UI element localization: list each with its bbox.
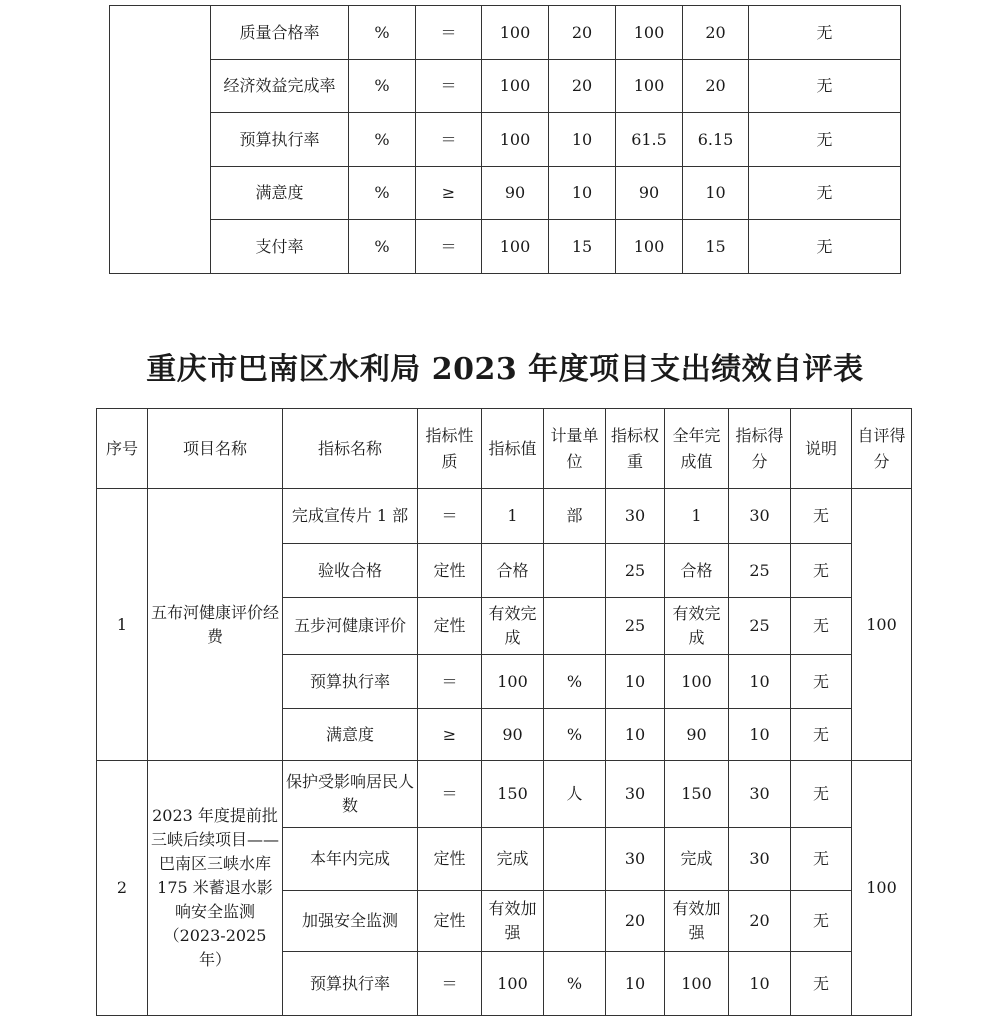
indicator-value: 1 xyxy=(482,489,544,544)
note-cell: 无 xyxy=(791,655,852,709)
target-value-cell: 100 xyxy=(482,6,549,60)
actual-value-cell: 100 xyxy=(616,220,683,274)
indicator-name: 支付率 xyxy=(211,220,349,274)
note-cell: 无 xyxy=(749,60,901,113)
indicator-nature: 定性 xyxy=(418,891,482,952)
table-row xyxy=(97,489,912,544)
indicator-name: 五步河健康评价 xyxy=(283,598,418,655)
indicator-name: 验收合格 xyxy=(283,544,418,598)
operator-cell: ≥ xyxy=(416,167,482,220)
header-cell: 自评得分 xyxy=(852,409,912,489)
unit-cell xyxy=(544,544,606,598)
score-cell: 30 xyxy=(729,828,791,891)
indicator-value: 100 xyxy=(482,952,544,1016)
page-title: 重庆市巴南区水利局 2023 年度项目支出绩效自评表 xyxy=(146,352,864,387)
indicator-name: 预算执行率 xyxy=(283,655,418,709)
actual-value-cell: 100 xyxy=(665,952,729,1016)
unit-cell xyxy=(544,828,606,891)
weight-cell: 30 xyxy=(606,489,665,544)
actual-value-cell: 1 xyxy=(665,489,729,544)
note-cell: 无 xyxy=(749,113,901,167)
weight-cell: 10 xyxy=(606,655,665,709)
indicator-value: 有效加强 xyxy=(482,891,544,952)
actual-value-cell: 有效完成 xyxy=(665,598,729,655)
indicator-nature: 定性 xyxy=(418,598,482,655)
unit-cell: % xyxy=(544,952,606,1016)
indicator-nature: 定性 xyxy=(418,828,482,891)
actual-value-cell: 150 xyxy=(665,761,729,828)
score-cell: 20 xyxy=(683,6,749,60)
weight-cell: 20 xyxy=(549,6,616,60)
merged-blank-cell xyxy=(110,6,211,274)
target-value-cell: 100 xyxy=(482,60,549,113)
actual-value-cell: 有效加强 xyxy=(665,891,729,952)
score-cell: 30 xyxy=(729,761,791,828)
indicator-nature: ＝ xyxy=(418,655,482,709)
note-cell: 无 xyxy=(791,952,852,1016)
indicator-name: 质量合格率 xyxy=(211,6,349,60)
indicator-name: 本年内完成 xyxy=(283,828,418,891)
unit-cell: 部 xyxy=(544,489,606,544)
table-row xyxy=(110,113,901,167)
actual-value-cell: 100 xyxy=(665,655,729,709)
indicator-value: 合格 xyxy=(482,544,544,598)
weight-cell: 10 xyxy=(549,167,616,220)
table-row xyxy=(110,60,901,113)
unit-cell: % xyxy=(544,655,606,709)
table-header-row xyxy=(97,409,912,489)
note-cell: 无 xyxy=(791,489,852,544)
score-cell: 15 xyxy=(683,220,749,274)
operator-cell: ＝ xyxy=(416,60,482,113)
indicator-name: 加强安全监测 xyxy=(283,891,418,952)
weight-cell: 15 xyxy=(549,220,616,274)
header-cell: 指标权重 xyxy=(606,409,665,489)
indicator-name: 满意度 xyxy=(211,167,349,220)
score-cell: 20 xyxy=(729,891,791,952)
weight-cell: 20 xyxy=(549,60,616,113)
indicator-value: 90 xyxy=(482,709,544,761)
self-score: 100 xyxy=(852,761,912,1016)
table-row xyxy=(97,761,912,828)
indicator-value: 有效完成 xyxy=(482,598,544,655)
indicator-value: 100 xyxy=(482,655,544,709)
header-cell: 指标得分 xyxy=(729,409,791,489)
actual-value-cell: 100 xyxy=(616,6,683,60)
score-cell: 6.15 xyxy=(683,113,749,167)
indicator-name: 预算执行率 xyxy=(283,952,418,1016)
unit-cell: % xyxy=(349,220,416,274)
score-cell: 30 xyxy=(729,489,791,544)
actual-value-cell: 100 xyxy=(616,60,683,113)
performance-table xyxy=(96,408,912,1016)
header-cell: 指标性质 xyxy=(418,409,482,489)
project-number: 2 xyxy=(97,761,148,1016)
project-name: 2023 年度提前批三峡后续项目——巴南区三峡水库 175 米蓄退水影响安全监测（2023-2025 年） xyxy=(148,761,283,1016)
unit-cell: % xyxy=(349,167,416,220)
indicator-nature: ＝ xyxy=(418,489,482,544)
project-number: 1 xyxy=(97,489,148,761)
score-cell: 25 xyxy=(729,598,791,655)
unit-cell: % xyxy=(544,709,606,761)
weight-cell: 30 xyxy=(606,761,665,828)
project-name: 五布河健康评价经费 xyxy=(148,489,283,761)
operator-cell: ＝ xyxy=(416,6,482,60)
note-cell: 无 xyxy=(791,544,852,598)
indicator-name: 保护受影响居民人数 xyxy=(283,761,418,828)
header-cell: 序号 xyxy=(97,409,148,489)
weight-cell: 10 xyxy=(549,113,616,167)
indicator-nature: 定性 xyxy=(418,544,482,598)
unit-cell: % xyxy=(349,113,416,167)
indicator-name: 经济效益完成率 xyxy=(211,60,349,113)
score-cell: 25 xyxy=(729,544,791,598)
note-cell: 无 xyxy=(791,709,852,761)
table-row xyxy=(110,6,901,60)
header-cell: 说明 xyxy=(791,409,852,489)
actual-value-cell: 完成 xyxy=(665,828,729,891)
indicator-nature: ≥ xyxy=(418,709,482,761)
operator-cell: ＝ xyxy=(416,113,482,167)
note-cell: 无 xyxy=(791,761,852,828)
weight-cell: 30 xyxy=(606,828,665,891)
note-cell: 无 xyxy=(791,828,852,891)
unit-cell: % xyxy=(349,6,416,60)
score-cell: 20 xyxy=(683,60,749,113)
actual-value-cell: 90 xyxy=(665,709,729,761)
note-cell: 无 xyxy=(791,891,852,952)
target-value-cell: 90 xyxy=(482,167,549,220)
unit-cell xyxy=(544,891,606,952)
note-cell: 无 xyxy=(749,167,901,220)
actual-value-cell: 61.5 xyxy=(616,113,683,167)
operator-cell: ＝ xyxy=(416,220,482,274)
weight-cell: 20 xyxy=(606,891,665,952)
top-indicator-table xyxy=(109,5,901,274)
indicator-name: 满意度 xyxy=(283,709,418,761)
score-cell: 10 xyxy=(729,709,791,761)
indicator-nature: ＝ xyxy=(418,761,482,828)
indicator-value: 完成 xyxy=(482,828,544,891)
note-cell: 无 xyxy=(791,598,852,655)
header-cell: 指标值 xyxy=(482,409,544,489)
header-cell: 全年完成值 xyxy=(665,409,729,489)
self-score: 100 xyxy=(852,489,912,761)
indicator-value: 150 xyxy=(482,761,544,828)
score-cell: 10 xyxy=(729,952,791,1016)
weight-cell: 25 xyxy=(606,598,665,655)
actual-value-cell: 90 xyxy=(616,167,683,220)
indicator-name: 预算执行率 xyxy=(211,113,349,167)
table-row xyxy=(110,220,901,274)
header-cell: 项目名称 xyxy=(148,409,283,489)
indicator-nature: ＝ xyxy=(418,952,482,1016)
unit-cell xyxy=(544,598,606,655)
header-cell: 计量单位 xyxy=(544,409,606,489)
indicator-name: 完成宣传片 1 部 xyxy=(283,489,418,544)
note-cell: 无 xyxy=(749,6,901,60)
weight-cell: 10 xyxy=(606,952,665,1016)
table-row xyxy=(110,167,901,220)
unit-cell: % xyxy=(349,60,416,113)
score-cell: 10 xyxy=(729,655,791,709)
weight-cell: 10 xyxy=(606,709,665,761)
note-cell: 无 xyxy=(749,220,901,274)
actual-value-cell: 合格 xyxy=(665,544,729,598)
target-value-cell: 100 xyxy=(482,113,549,167)
weight-cell: 25 xyxy=(606,544,665,598)
header-cell: 指标名称 xyxy=(283,409,418,489)
unit-cell: 人 xyxy=(544,761,606,828)
target-value-cell: 100 xyxy=(482,220,549,274)
score-cell: 10 xyxy=(683,167,749,220)
